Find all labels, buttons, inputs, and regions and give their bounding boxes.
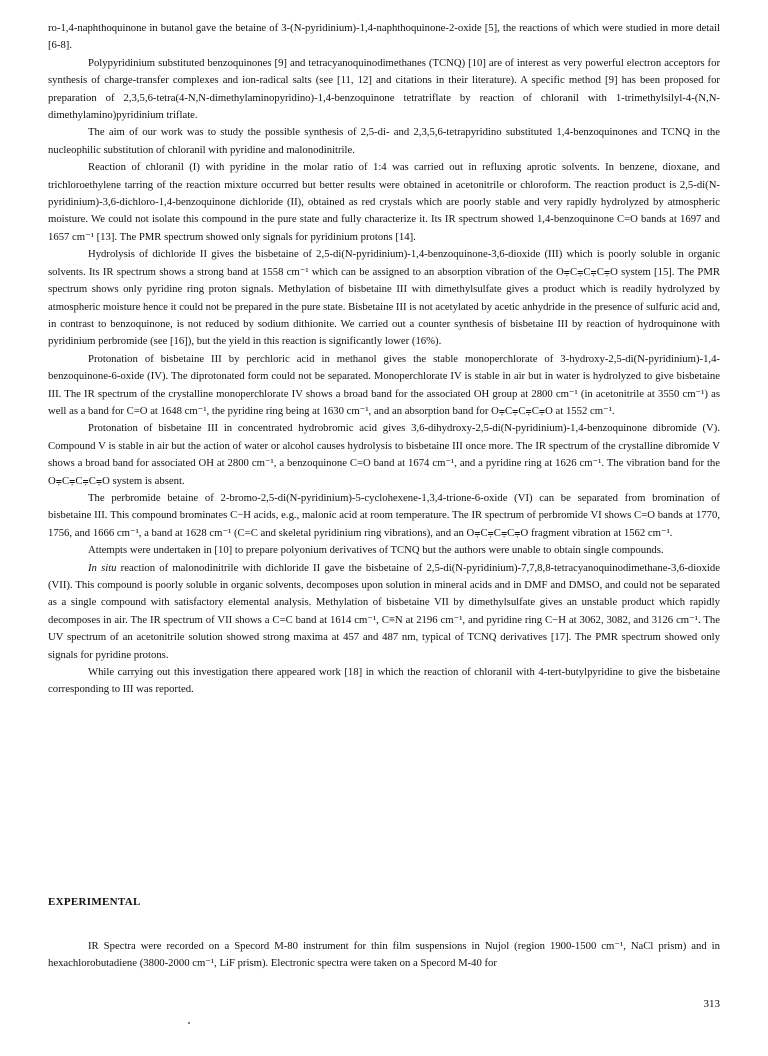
body-text bbox=[48, 20, 720, 699]
paragraph-8: The perbromide betaine of 2-bromo-2,5-di(N-pyridinium)-5-cyclohexene-1,3,4-trione-6-oxide (VI) can be separated from bromination of bisbetaine III. This compound brominates C−H acids, e.g., malonic acid at room temperature. The IR spectrum of perbromide VI shows C=O bands at 1770, 1756, and 1666 cm⁻¹, a band at 1628 cm⁻¹ (C=C and skeletal pyridinium ring vibrations), and an O⩦C⩦C⩦C⩦O fragment vibration at 1562 cm⁻¹. bbox=[48, 491, 720, 539]
paragraph-6: Protonation of bisbetaine III by perchloric acid in methanol gives the stable monoperchlorate of 3-hydroxy-2,5-di(N-pyridinium)-1,4-benzoquinone-6-oxide (IV). The diprotonated form could not be separated. Monoperchlorate IV is stable in air but in water is hydrolyzed to give bisbetaine III. The IR spectrum of the crystalline monoperchlorate IV shows a broad band for the associated OH group at 2800 cm⁻¹ (in acetonitrile at 3550 cm⁻¹) as well as a band for C=O at 1648 cm⁻¹, the pyridine ring being at 1630 cm⁻¹, and an absorption band for O⩦C⩦C⩦C⩦O at 1552 cm⁻¹. bbox=[48, 352, 720, 417]
in-situ-italic: In situ bbox=[88, 561, 117, 574]
paragraph-5: Hydrolysis of dichloride II gives the bisbetaine of 2,5-di(N-pyridinium)-1,4-benzoquinone-3,6-dioxide (III) which is poorly soluble in organic solvents. Its IR spectrum shows a strong band at 1558 cm⁻¹ which can be assigned to an absorption vibration of the O⩦C⩦C⩦C⩦O system [15]. The PMR spectrum shows only pyridine ring proton signals. Methylation of bisbetaine III with dimethylsulfate gives a product which is readily hydrolyzed by atmospheric moisture hence it could not be prepared in the pure state. Bisbetaine III is not acetylated by acetic anhydride in the presence of sulfuric acid and, in contrast to benzoquinone, is not reduced by sodium dithionite. We carried out a counter synthesis of bisbetaine III by reaction of hydroquinone with pyridinium perbromide (see [16]), but the yield in this reaction is significantly lower (16%). bbox=[48, 248, 720, 348]
page-number: 313 bbox=[703, 998, 720, 1010]
experimental-text bbox=[48, 938, 720, 973]
paragraph-11: While carrying out this investigation there appeared work [18] in which the reaction of chloranil with 4-tert-butylpyridine to give the bisbetaine corresponding to III was reported. bbox=[48, 666, 720, 696]
stray-dot bbox=[188, 1022, 190, 1024]
paragraph-10: In situ reaction of malonodinitrile with dichloride II gave the bisbetaine of 2,5-di(N-pyridinium)-7,7,8,8-tetracyanoquinodimethane-3,6-dioxide (VII). This compound is poorly soluble in organic solvents, decomposes upon solution in mineral acids and in DMF and DMSO, and could not be separated as a single compound with satisfactory elemental analysis. Methylation of bisbetaine VII by dimethylsulfate gives an unstable product which rapidly decomposes in air. The IR spectrum of VII shows a C=C band at 1614 cm⁻¹, C≡N at 2196 cm⁻¹, and pyridine ring C−H at 3062, 3082, and 3126 cm⁻¹. The UV spectrum of an acetonitrile solution showed strong maxima at 457 and 487 nm, typical of TCNQ derivatives [17]. The PMR spectrum showed only signals for pyridine protons. bbox=[48, 561, 720, 661]
paragraph-9: Attempts were undertaken in [10] to prepare polyonium derivatives of TCNQ but the authors were unable to obtain single compounds. bbox=[88, 544, 664, 557]
section-heading: EXPERIMENTAL bbox=[48, 896, 141, 908]
paragraph-7: Protonation of bisbetaine III in concentrated hydrobromic acid gives 3,6-dihydroxy-2,5-di(N-pyridinium)-1,4-benzoquinone dibromide (V). Compound V is stable in air but the action of water or alcohol causes hydrolysis to bisbetaine III once more. The IR spectrum of the crystalline dibromide V shows a broad band for associated OH at 2800 cm⁻¹, a benzoquinone C=O band at 1674 cm⁻¹, and a pyridine ring at 1626 cm⁻¹. The vibration band for the O⩦C⩦C⩦C⩦O system is absent. bbox=[48, 422, 720, 487]
paragraph-1: ro-1,4-naphthoquinone in butanol gave the betaine of 3-(N-pyridinium)-1,4-naphthoquinone-2-oxide [5], the reactions of which were studied in more detail [6-8]. bbox=[48, 22, 720, 52]
paragraph-3: The aim of our work was to study the possible synthesis of 2,5-di- and 2,3,5,6-tetrapyridino substituted 1,4-benzoquinones and TCNQ in the nucleophilic substitution of chloranil with pyridine and malonodinitrile. bbox=[48, 126, 720, 156]
experimental-paragraph: IR Spectra were recorded on a Specord M-80 instrument for thin film suspensions in Nujol (region 1900-1500 cm⁻¹, NaCl prism) and in hexachlorobutadiene (3800-2000 cm⁻¹, LiF prism). Electronic spectra were taken on a Specord M-40 for bbox=[48, 940, 720, 970]
paragraph-4: Reaction of chloranil (I) with pyridine in the molar ratio of 1:4 was carried out in refluxing aprotic solvents. In benzene, dioxane, and trichloroethylene tarring of the reaction mixture occurred but better results were obtained in acetonitrile or chloroform. The reaction product is 2,5-di(N-pyridinium)-3,6-dichloro-1,4-benzoquinone dichloride (II), obtained as red crystals which are poorly stable and very rapidly hydrolyzed by atmospheric moisture. We could not isolate this compound in the pure state and fully characterize it. Its IR spectrum showed 1,4-benzoquinone C=O bands at 1697 and 1657 cm⁻¹ [13]. The PMR spectrum showed only signals for pyridinium protons [14]. bbox=[48, 161, 720, 243]
paragraph-2: Polypyridinium substituted benzoquinones [9] and tetracyanoquinodimethanes (TCNQ) [10] are of interest as very powerful electron acceptors for synthesis of charge-transfer complexes and ion-radical salts (see [11, 12] and citations in their literature). A specific method [9] has been proposed for preparation of 2,3,5,6-tetra(4-N,N-dimethylaminopyridino)-1,4-benzoquinone tetratriflate by reaction of chloranil with 1-trimethylsilyl-4-(N,N-dimethylamino)pyridinium triflate. bbox=[48, 56, 720, 122]
